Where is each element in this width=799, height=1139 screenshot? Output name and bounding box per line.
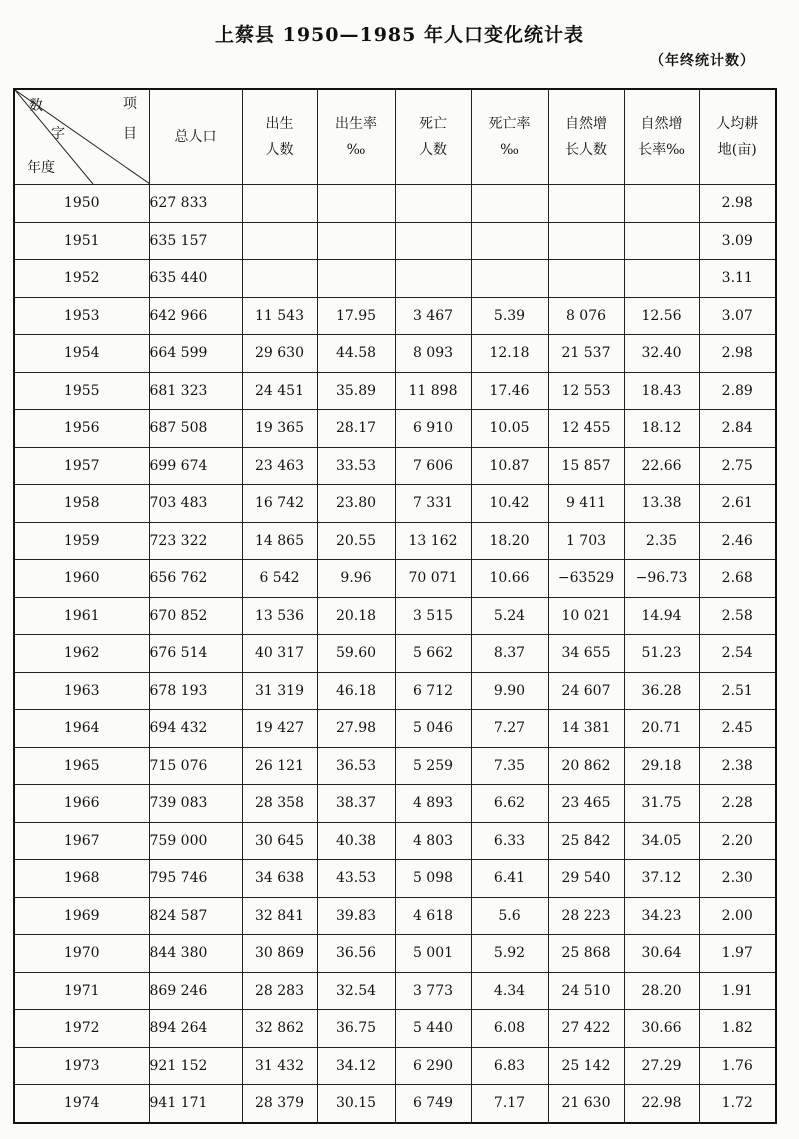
cell-deaths — [395, 260, 471, 298]
cell-nat-inc: 34 655 — [548, 635, 624, 673]
cell-nat-rate: 30.66 — [624, 1010, 699, 1048]
cell-total: 703 483 — [149, 485, 242, 523]
cell-birth-rate — [317, 185, 395, 223]
cell-land: 2.38 — [699, 747, 776, 785]
cell-nat-rate: 30.64 — [624, 935, 699, 973]
table-row — [14, 672, 776, 710]
cell-nat-rate: 2.35 — [624, 522, 699, 560]
corner-label-year: 年度 — [27, 160, 55, 176]
cell-birth-rate: 20.18 — [317, 597, 395, 635]
cell-total: 687 508 — [149, 410, 242, 448]
cell-deaths: 5 001 — [395, 935, 471, 973]
cell-total: 869 246 — [149, 972, 242, 1010]
page-title: 上蔡县 1950—1985 年人口变化统计表 — [215, 24, 584, 46]
cell-total: 824 587 — [149, 897, 242, 935]
cell-nat-inc: 12 455 — [548, 410, 624, 448]
cell-nat-rate: 32.40 — [624, 335, 699, 373]
table-row — [14, 1047, 776, 1085]
cell-land: 1.76 — [699, 1047, 776, 1085]
cell-birth-rate: 17.95 — [317, 297, 395, 335]
table-row — [14, 747, 776, 785]
cell-death-rate: 7.35 — [471, 747, 548, 785]
cell-year: 1971 — [14, 972, 149, 1010]
cell-birth-rate: 32.54 — [317, 972, 395, 1010]
cell-birth-rate: 9.96 — [317, 560, 395, 598]
cell-nat-rate: 12.56 — [624, 297, 699, 335]
table-row — [14, 1010, 776, 1048]
cell-land: 2.28 — [699, 785, 776, 823]
cell-total: 759 000 — [149, 822, 242, 860]
cell-total: 664 599 — [149, 335, 242, 373]
cell-nat-inc: 25 142 — [548, 1047, 624, 1085]
cell-birth-rate: 30.15 — [317, 1085, 395, 1123]
cell-death-rate: 8.37 — [471, 635, 548, 673]
cell-births: 6 542 — [242, 560, 317, 598]
table-header-row — [14, 89, 776, 185]
cell-births: 19 365 — [242, 410, 317, 448]
cell-land: 3.09 — [699, 222, 776, 260]
cell-land: 2.45 — [699, 710, 776, 748]
cell-year: 1972 — [14, 1010, 149, 1048]
cell-total: 656 762 — [149, 560, 242, 598]
cell-year: 1961 — [14, 597, 149, 635]
cell-death-rate: 5.39 — [471, 297, 548, 335]
cell-total: 844 380 — [149, 935, 242, 973]
cell-births: 31 432 — [242, 1047, 317, 1085]
cell-deaths: 13 162 — [395, 522, 471, 560]
cell-land: 2.00 — [699, 897, 776, 935]
cell-total: 678 193 — [149, 672, 242, 710]
cell-births — [242, 260, 317, 298]
cell-birth-rate: 33.53 — [317, 447, 395, 485]
cell-birth-rate: 38.37 — [317, 785, 395, 823]
cell-year: 1955 — [14, 372, 149, 410]
table-row — [14, 522, 776, 560]
header-deaths: 死亡 人数 — [395, 89, 471, 185]
cell-deaths: 4 803 — [395, 822, 471, 860]
cell-death-rate: 10.87 — [471, 447, 548, 485]
cell-total: 941 171 — [149, 1085, 242, 1123]
cell-death-rate — [471, 185, 548, 223]
cell-deaths: 3 773 — [395, 972, 471, 1010]
cell-nat-rate: 13.38 — [624, 485, 699, 523]
cell-death-rate: 6.33 — [471, 822, 548, 860]
table-row — [14, 1085, 776, 1123]
cell-land: 2.84 — [699, 410, 776, 448]
cell-death-rate: 5.6 — [471, 897, 548, 935]
cell-death-rate: 10.05 — [471, 410, 548, 448]
cell-land: 2.68 — [699, 560, 776, 598]
cell-birth-rate: 36.56 — [317, 935, 395, 973]
page-subtitle: （年终统计数） — [650, 53, 755, 69]
header-farmland-per-capita: 人均耕 地(亩) — [699, 89, 776, 185]
cell-year: 1962 — [14, 635, 149, 673]
cell-births: 30 645 — [242, 822, 317, 860]
cell-birth-rate: 46.18 — [317, 672, 395, 710]
cell-year: 1956 — [14, 410, 149, 448]
cell-land: 2.30 — [699, 860, 776, 898]
cell-births: 11 543 — [242, 297, 317, 335]
cell-nat-rate: 20.71 — [624, 710, 699, 748]
cell-nat-inc: 25 868 — [548, 935, 624, 973]
cell-nat-rate: 18.43 — [624, 372, 699, 410]
cell-total: 723 322 — [149, 522, 242, 560]
cell-deaths: 4 618 — [395, 897, 471, 935]
cell-year: 1954 — [14, 335, 149, 373]
corner-label-xiang: 项 — [123, 96, 137, 112]
table-row — [14, 710, 776, 748]
cell-deaths — [395, 185, 471, 223]
cell-deaths — [395, 222, 471, 260]
cell-land: 1.91 — [699, 972, 776, 1010]
cell-birth-rate: 40.38 — [317, 822, 395, 860]
cell-death-rate: 10.66 — [471, 560, 548, 598]
cell-deaths: 11 898 — [395, 372, 471, 410]
table-row — [14, 860, 776, 898]
table-row — [14, 185, 776, 223]
cell-death-rate: 7.17 — [471, 1085, 548, 1123]
cell-birth-rate: 39.83 — [317, 897, 395, 935]
header-death-rate: 死亡率 ‰ — [471, 89, 548, 185]
cell-year: 1973 — [14, 1047, 149, 1085]
cell-land: 3.11 — [699, 260, 776, 298]
cell-year: 1958 — [14, 485, 149, 523]
cell-nat-inc: 12 553 — [548, 372, 624, 410]
cell-nat-rate: 51.23 — [624, 635, 699, 673]
cell-births: 14 865 — [242, 522, 317, 560]
cell-land: 2.54 — [699, 635, 776, 673]
cell-nat-inc: 8 076 — [548, 297, 624, 335]
cell-land: 1.97 — [699, 935, 776, 973]
cell-deaths: 5 046 — [395, 710, 471, 748]
cell-land: 2.58 — [699, 597, 776, 635]
cell-birth-rate: 36.75 — [317, 1010, 395, 1048]
cell-nat-inc: 24 510 — [548, 972, 624, 1010]
cell-nat-inc: −63529 — [548, 560, 624, 598]
cell-year: 1953 — [14, 297, 149, 335]
cell-deaths: 3 515 — [395, 597, 471, 635]
cell-nat-inc — [548, 260, 624, 298]
cell-birth-rate: 36.53 — [317, 747, 395, 785]
cell-land: 3.07 — [699, 297, 776, 335]
cell-year: 1968 — [14, 860, 149, 898]
cell-deaths: 6 712 — [395, 672, 471, 710]
cell-nat-inc: 10 021 — [548, 597, 624, 635]
cell-nat-rate — [624, 185, 699, 223]
cell-birth-rate: 59.60 — [317, 635, 395, 673]
cell-year: 1963 — [14, 672, 149, 710]
cell-total: 676 514 — [149, 635, 242, 673]
cell-birth-rate: 23.80 — [317, 485, 395, 523]
cell-year: 1965 — [14, 747, 149, 785]
cell-total: 699 674 — [149, 447, 242, 485]
cell-land: 2.98 — [699, 185, 776, 223]
cell-births — [242, 222, 317, 260]
cell-land: 1.82 — [699, 1010, 776, 1048]
cell-death-rate: 17.46 — [471, 372, 548, 410]
cell-birth-rate: 27.98 — [317, 710, 395, 748]
cell-land: 2.20 — [699, 822, 776, 860]
header-births: 出生 人数 — [242, 89, 317, 185]
cell-deaths: 6 910 — [395, 410, 471, 448]
cell-deaths: 3 467 — [395, 297, 471, 335]
cell-year: 1959 — [14, 522, 149, 560]
cell-births: 28 283 — [242, 972, 317, 1010]
cell-total: 739 083 — [149, 785, 242, 823]
cell-deaths: 5 440 — [395, 1010, 471, 1048]
cell-nat-rate: 28.20 — [624, 972, 699, 1010]
cell-birth-rate — [317, 222, 395, 260]
corner-label-mu: 目 — [123, 126, 137, 142]
cell-nat-inc: 27 422 — [548, 1010, 624, 1048]
corner-label-zi: 字 — [51, 126, 65, 142]
cell-year: 1950 — [14, 185, 149, 223]
cell-deaths: 5 098 — [395, 860, 471, 898]
cell-nat-inc — [548, 185, 624, 223]
cell-land: 2.75 — [699, 447, 776, 485]
table-row — [14, 447, 776, 485]
header-natural-increase: 自然增 长人数 — [548, 89, 624, 185]
cell-year: 1960 — [14, 560, 149, 598]
table-row — [14, 897, 776, 935]
population-table — [13, 88, 777, 1124]
table-row — [14, 410, 776, 448]
cell-land: 2.46 — [699, 522, 776, 560]
cell-births: 40 317 — [242, 635, 317, 673]
cell-death-rate: 4.34 — [471, 972, 548, 1010]
table-row — [14, 222, 776, 260]
cell-nat-inc: 20 862 — [548, 747, 624, 785]
cell-death-rate: 18.20 — [471, 522, 548, 560]
cell-total: 642 966 — [149, 297, 242, 335]
cell-land: 2.89 — [699, 372, 776, 410]
table-row — [14, 597, 776, 635]
header-corner-cell — [14, 89, 149, 185]
cell-total: 894 264 — [149, 1010, 242, 1048]
cell-births: 28 358 — [242, 785, 317, 823]
cell-nat-rate: 29.18 — [624, 747, 699, 785]
table-row — [14, 972, 776, 1010]
cell-death-rate — [471, 222, 548, 260]
cell-land: 1.72 — [699, 1085, 776, 1123]
cell-deaths: 7 331 — [395, 485, 471, 523]
cell-deaths: 7 606 — [395, 447, 471, 485]
cell-birth-rate: 28.17 — [317, 410, 395, 448]
cell-total: 715 076 — [149, 747, 242, 785]
cell-births: 13 536 — [242, 597, 317, 635]
cell-nat-rate — [624, 260, 699, 298]
cell-nat-rate: 22.98 — [624, 1085, 699, 1123]
cell-deaths: 4 893 — [395, 785, 471, 823]
cell-nat-rate: 27.29 — [624, 1047, 699, 1085]
header-birth-rate: 出生率 ‰ — [317, 89, 395, 185]
cell-total: 670 852 — [149, 597, 242, 635]
table-row — [14, 822, 776, 860]
cell-nat-inc: 28 223 — [548, 897, 624, 935]
cell-births: 29 630 — [242, 335, 317, 373]
cell-nat-inc: 25 842 — [548, 822, 624, 860]
cell-birth-rate: 35.89 — [317, 372, 395, 410]
cell-nat-inc: 15 857 — [548, 447, 624, 485]
cell-year: 1964 — [14, 710, 149, 748]
cell-nat-rate: −96.73 — [624, 560, 699, 598]
cell-nat-rate — [624, 222, 699, 260]
cell-nat-inc: 21 537 — [548, 335, 624, 373]
cell-deaths: 6 749 — [395, 1085, 471, 1123]
cell-death-rate: 6.62 — [471, 785, 548, 823]
cell-nat-rate: 36.28 — [624, 672, 699, 710]
cell-births: 32 841 — [242, 897, 317, 935]
corner-label-shu: 数 — [29, 98, 43, 114]
cell-year: 1966 — [14, 785, 149, 823]
cell-year: 1957 — [14, 447, 149, 485]
cell-births: 26 121 — [242, 747, 317, 785]
cell-year: 1967 — [14, 822, 149, 860]
cell-nat-inc: 21 630 — [548, 1085, 624, 1123]
header-total-population: 总人口 — [149, 89, 242, 185]
cell-nat-inc: 23 465 — [548, 785, 624, 823]
cell-total: 635 157 — [149, 222, 242, 260]
cell-total: 635 440 — [149, 260, 242, 298]
table-row — [14, 297, 776, 335]
table-row — [14, 560, 776, 598]
table-row — [14, 485, 776, 523]
cell-land: 2.61 — [699, 485, 776, 523]
cell-death-rate — [471, 260, 548, 298]
cell-total: 921 152 — [149, 1047, 242, 1085]
cell-births: 34 638 — [242, 860, 317, 898]
cell-death-rate: 5.92 — [471, 935, 548, 973]
cell-nat-rate: 34.23 — [624, 897, 699, 935]
cell-births: 16 742 — [242, 485, 317, 523]
cell-nat-inc: 29 540 — [548, 860, 624, 898]
cell-total: 627 833 — [149, 185, 242, 223]
table-row — [14, 372, 776, 410]
cell-year: 1970 — [14, 935, 149, 973]
cell-land: 2.98 — [699, 335, 776, 373]
cell-year: 1974 — [14, 1085, 149, 1123]
cell-death-rate: 12.18 — [471, 335, 548, 373]
cell-births: 23 463 — [242, 447, 317, 485]
cell-deaths: 5 259 — [395, 747, 471, 785]
cell-births: 31 319 — [242, 672, 317, 710]
cell-nat-rate: 22.66 — [624, 447, 699, 485]
cell-nat-inc — [548, 222, 624, 260]
cell-births: 24 451 — [242, 372, 317, 410]
cell-total: 694 432 — [149, 710, 242, 748]
cell-nat-inc: 1 703 — [548, 522, 624, 560]
table-row — [14, 935, 776, 973]
cell-deaths: 70 071 — [395, 560, 471, 598]
cell-death-rate: 6.08 — [471, 1010, 548, 1048]
cell-birth-rate: 20.55 — [317, 522, 395, 560]
cell-death-rate: 9.90 — [471, 672, 548, 710]
cell-births: 19 427 — [242, 710, 317, 748]
cell-nat-inc: 9 411 — [548, 485, 624, 523]
cell-deaths: 5 662 — [395, 635, 471, 673]
cell-nat-rate: 14.94 — [624, 597, 699, 635]
table-row — [14, 335, 776, 373]
cell-death-rate: 6.41 — [471, 860, 548, 898]
cell-land: 2.51 — [699, 672, 776, 710]
cell-total: 681 323 — [149, 372, 242, 410]
table-row — [14, 260, 776, 298]
cell-deaths: 6 290 — [395, 1047, 471, 1085]
cell-births: 32 862 — [242, 1010, 317, 1048]
cell-nat-rate: 34.05 — [624, 822, 699, 860]
cell-death-rate: 7.27 — [471, 710, 548, 748]
cell-birth-rate: 34.12 — [317, 1047, 395, 1085]
cell-deaths: 8 093 — [395, 335, 471, 373]
table-body — [14, 185, 776, 1123]
cell-nat-inc: 14 381 — [548, 710, 624, 748]
cell-nat-inc: 24 607 — [548, 672, 624, 710]
cell-nat-rate: 18.12 — [624, 410, 699, 448]
cell-death-rate: 10.42 — [471, 485, 548, 523]
table-row — [14, 635, 776, 673]
cell-birth-rate — [317, 260, 395, 298]
header-natural-increase-rate: 自然增 长率‰ — [624, 89, 699, 185]
cell-births — [242, 185, 317, 223]
cell-year: 1952 — [14, 260, 149, 298]
cell-nat-rate: 37.12 — [624, 860, 699, 898]
cell-birth-rate: 43.53 — [317, 860, 395, 898]
cell-year: 1951 — [14, 222, 149, 260]
cell-death-rate: 5.24 — [471, 597, 548, 635]
cell-total: 795 746 — [149, 860, 242, 898]
cell-births: 30 869 — [242, 935, 317, 973]
cell-year: 1969 — [14, 897, 149, 935]
cell-death-rate: 6.83 — [471, 1047, 548, 1085]
cell-birth-rate: 44.58 — [317, 335, 395, 373]
cell-nat-rate: 31.75 — [624, 785, 699, 823]
cell-births: 28 379 — [242, 1085, 317, 1123]
table-row — [14, 785, 776, 823]
